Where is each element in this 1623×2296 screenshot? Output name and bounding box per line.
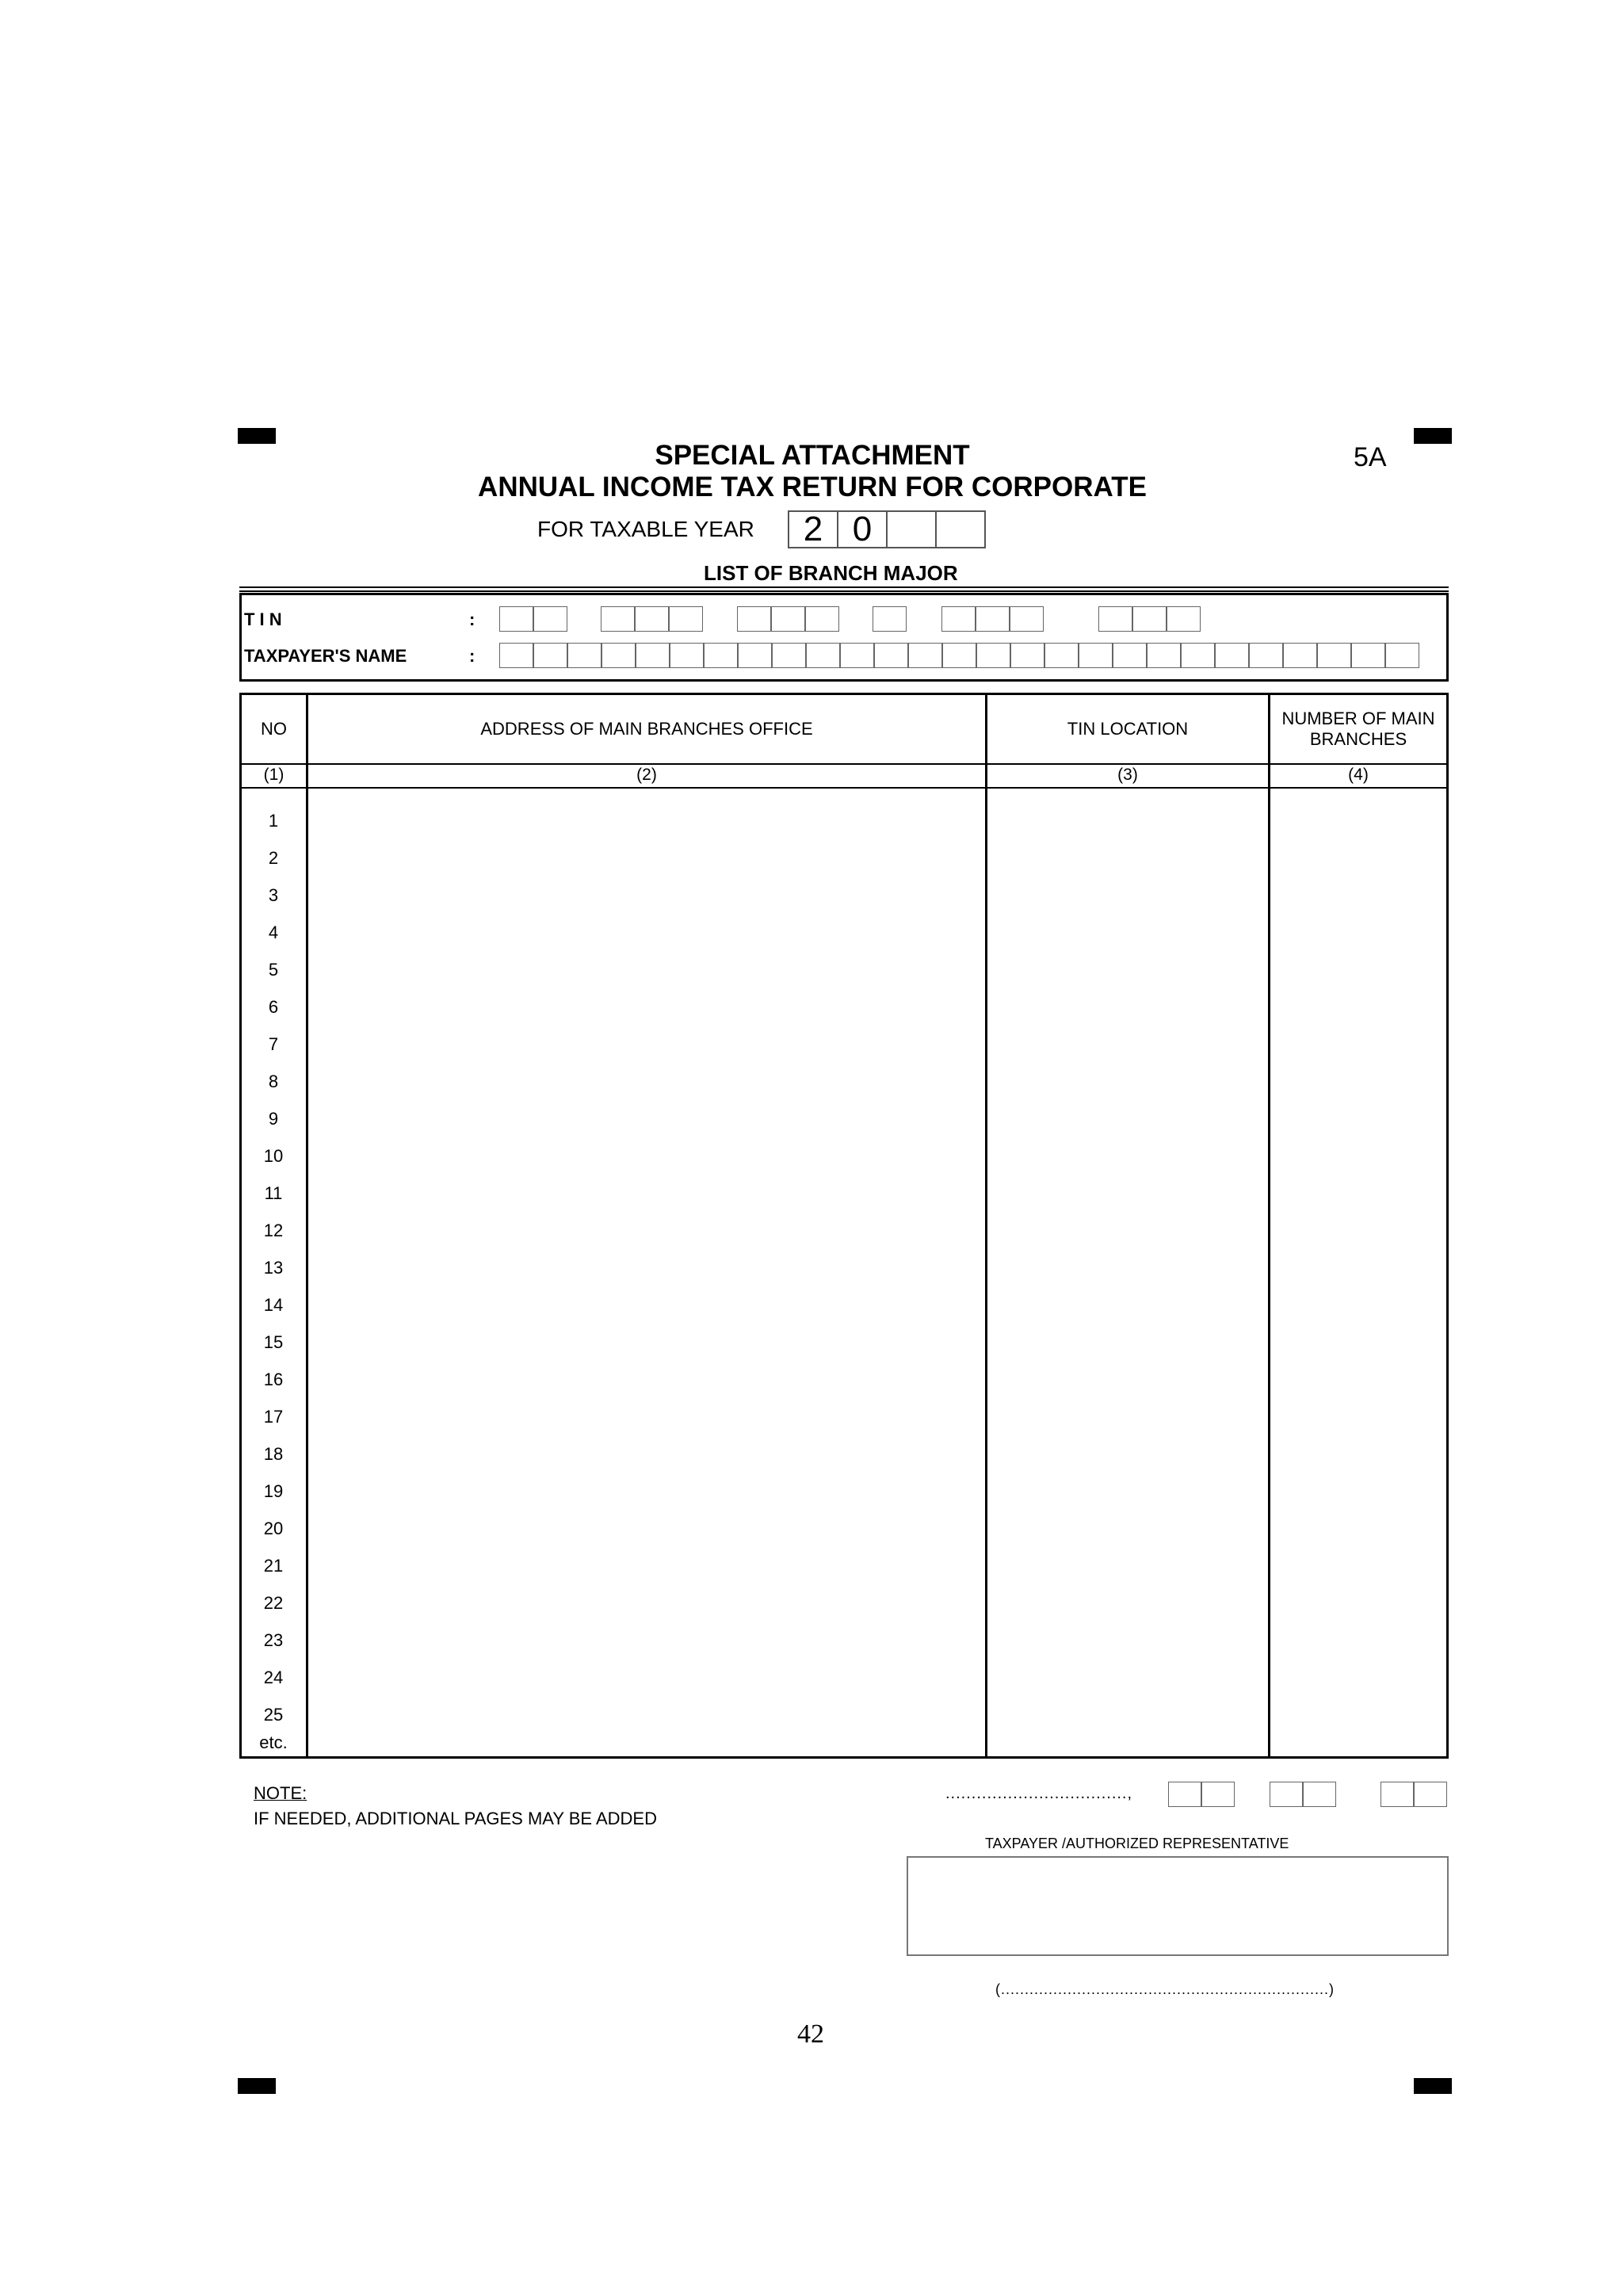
- name-char-cell-21[interactable]: [1181, 643, 1215, 668]
- name-char-cell-11[interactable]: [840, 643, 874, 668]
- name-char-cell-26[interactable]: [1351, 643, 1385, 668]
- tin-digit-cell-12[interactable]: [1010, 606, 1044, 632]
- tin-digit-cell-13[interactable]: [1098, 606, 1132, 632]
- table-divider-col3: [1268, 693, 1270, 1759]
- row-number: 9: [268, 1109, 279, 1129]
- form-title-line2: ANNUAL INCOME TAX RETURN FOR CORPORATE: [478, 472, 1147, 502]
- name-char-cell-2[interactable]: [533, 643, 567, 668]
- table-colnum-rule: [239, 787, 1449, 789]
- name-char-cell-5[interactable]: [636, 643, 670, 668]
- name-char-cell-27[interactable]: [1385, 643, 1419, 668]
- name-char-cell-7[interactable]: [704, 643, 738, 668]
- name-char-cell-15[interactable]: [976, 643, 1010, 668]
- signature-box[interactable]: [907, 1856, 1449, 1956]
- taxable-year-digit-3[interactable]: [886, 510, 937, 548]
- signer-name-dotted-line[interactable]: (.....................................................................): [995, 1981, 1335, 1997]
- name-char-cell-20[interactable]: [1147, 643, 1181, 668]
- tin-colon: :: [469, 609, 475, 629]
- row-number: 5: [268, 960, 279, 980]
- date-year-1[interactable]: [1381, 1782, 1415, 1807]
- name-char-cell-8[interactable]: [738, 643, 772, 668]
- col-header-tin-location: TIN LOCATION: [1067, 719, 1189, 739]
- taxable-year-digit-4[interactable]: [935, 510, 986, 548]
- tin-digit-cell-7[interactable]: [771, 606, 805, 632]
- name-char-cell-16[interactable]: [1010, 643, 1044, 668]
- row-number: 10: [263, 1146, 284, 1166]
- row-number: 24: [263, 1668, 284, 1687]
- date-day-2[interactable]: [1201, 1782, 1235, 1807]
- name-char-cell-17[interactable]: [1044, 643, 1079, 668]
- table-divider-col2: [985, 693, 987, 1759]
- registration-mark-bottom-right: [1414, 2078, 1452, 2094]
- name-char-cell-12[interactable]: [874, 643, 908, 668]
- tin-digit-cell-4[interactable]: [635, 606, 669, 632]
- tin-digit-cell-1[interactable]: [499, 606, 533, 632]
- note-label: NOTE:: [254, 1783, 307, 1803]
- row-number: 25: [263, 1705, 284, 1725]
- registration-mark-bottom-left: [238, 2078, 276, 2094]
- row-number: 11: [264, 1183, 283, 1203]
- row-number: 16: [263, 1370, 284, 1389]
- form-title-line1: SPECIAL ATTACHMENT: [655, 440, 970, 471]
- tin-digit-cell-9[interactable]: [873, 606, 907, 632]
- row-number: 8: [268, 1072, 279, 1091]
- name-char-cell-23[interactable]: [1249, 643, 1283, 668]
- place-dotted-line[interactable]: ...................................,: [945, 1785, 1133, 1802]
- name-char-cell-10[interactable]: [806, 643, 840, 668]
- taxable-year-digit-1[interactable]: 2: [788, 510, 838, 548]
- name-char-cell-4[interactable]: [601, 643, 636, 668]
- registration-mark-top-right: [1414, 428, 1452, 444]
- form-number: 5A: [1354, 442, 1387, 472]
- row-number: 21: [263, 1556, 284, 1576]
- row-number: 23: [263, 1630, 284, 1650]
- col-header-address: ADDRESS OF MAIN BRANCHES OFFICE: [480, 719, 813, 739]
- tin-digit-cell-14[interactable]: [1132, 606, 1167, 632]
- row-number: 4: [268, 923, 279, 942]
- col-header-no: NO: [261, 719, 287, 739]
- row-number: 19: [263, 1481, 284, 1501]
- row-number: 1: [268, 811, 279, 831]
- taxable-year-label: FOR TAXABLE YEAR: [537, 517, 754, 541]
- date-day-1[interactable]: [1168, 1782, 1202, 1807]
- row-number: 18: [263, 1444, 284, 1464]
- col-number-3: (3): [1117, 766, 1138, 784]
- name-char-cell-13[interactable]: [908, 643, 942, 668]
- signer-label: TAXPAYER /AUTHORIZED REPRESENTATIVE: [985, 1836, 1289, 1851]
- tin-digit-cell-6[interactable]: [737, 606, 771, 632]
- row-number: 22: [263, 1593, 284, 1613]
- row-number: 15: [263, 1332, 284, 1352]
- row-number: 2: [268, 848, 279, 868]
- table-header-rule: [239, 763, 1449, 765]
- row-number: etc.: [259, 1733, 288, 1752]
- taxable-year-digit-2[interactable]: 0: [837, 510, 888, 548]
- name-char-cell-25[interactable]: [1317, 643, 1351, 668]
- row-number: 17: [263, 1407, 284, 1427]
- name-colon: :: [469, 646, 475, 666]
- page-number: 42: [797, 2019, 824, 2049]
- row-number: 6: [268, 997, 279, 1017]
- date-year-2[interactable]: [1413, 1782, 1447, 1807]
- name-char-cell-9[interactable]: [772, 643, 806, 668]
- taxpayer-identity-box: [239, 593, 1449, 682]
- tin-digit-cell-10[interactable]: [941, 606, 976, 632]
- name-char-cell-18[interactable]: [1079, 643, 1113, 668]
- row-number: 13: [263, 1258, 284, 1278]
- divider-rule-2: [239, 590, 1449, 592]
- divider-rule-1: [239, 586, 1449, 588]
- col-number-1: (1): [263, 766, 285, 784]
- tin-label: T I N: [244, 609, 282, 629]
- row-number: 14: [263, 1295, 284, 1315]
- name-char-cell-6[interactable]: [670, 643, 704, 668]
- name-char-cell-14[interactable]: [942, 643, 976, 668]
- name-char-cell-24[interactable]: [1283, 643, 1317, 668]
- col-header-number-of-branches: NUMBER OF MAIN BRANCHES: [1281, 709, 1435, 749]
- taxpayer-name-label: TAXPAYER'S NAME: [244, 646, 407, 666]
- col-number-2: (2): [636, 766, 657, 784]
- list-subtitle: LIST OF BRANCH MAJOR: [704, 561, 958, 585]
- registration-mark-top-left: [238, 428, 276, 444]
- row-number: 7: [268, 1034, 279, 1054]
- tin-digit-cell-3[interactable]: [601, 606, 635, 632]
- name-char-cell-19[interactable]: [1113, 643, 1147, 668]
- tin-digit-cell-8[interactable]: [805, 606, 839, 632]
- tin-digit-cell-15[interactable]: [1167, 606, 1201, 632]
- name-char-cell-1[interactable]: [499, 643, 533, 668]
- row-number: 12: [263, 1221, 284, 1240]
- row-number: 3: [268, 885, 279, 905]
- date-month-1[interactable]: [1270, 1782, 1304, 1807]
- col-number-4: (4): [1348, 766, 1369, 784]
- name-char-cell-22[interactable]: [1215, 643, 1249, 668]
- name-char-cell-3[interactable]: [567, 643, 601, 668]
- note-text: IF NEEDED, ADDITIONAL PAGES MAY BE ADDED: [254, 1809, 657, 1828]
- tin-digit-cell-2[interactable]: [533, 606, 567, 632]
- date-month-2[interactable]: [1302, 1782, 1336, 1807]
- tin-digit-cell-5[interactable]: [669, 606, 703, 632]
- tin-digit-cell-11[interactable]: [976, 606, 1010, 632]
- row-number: 20: [263, 1519, 284, 1538]
